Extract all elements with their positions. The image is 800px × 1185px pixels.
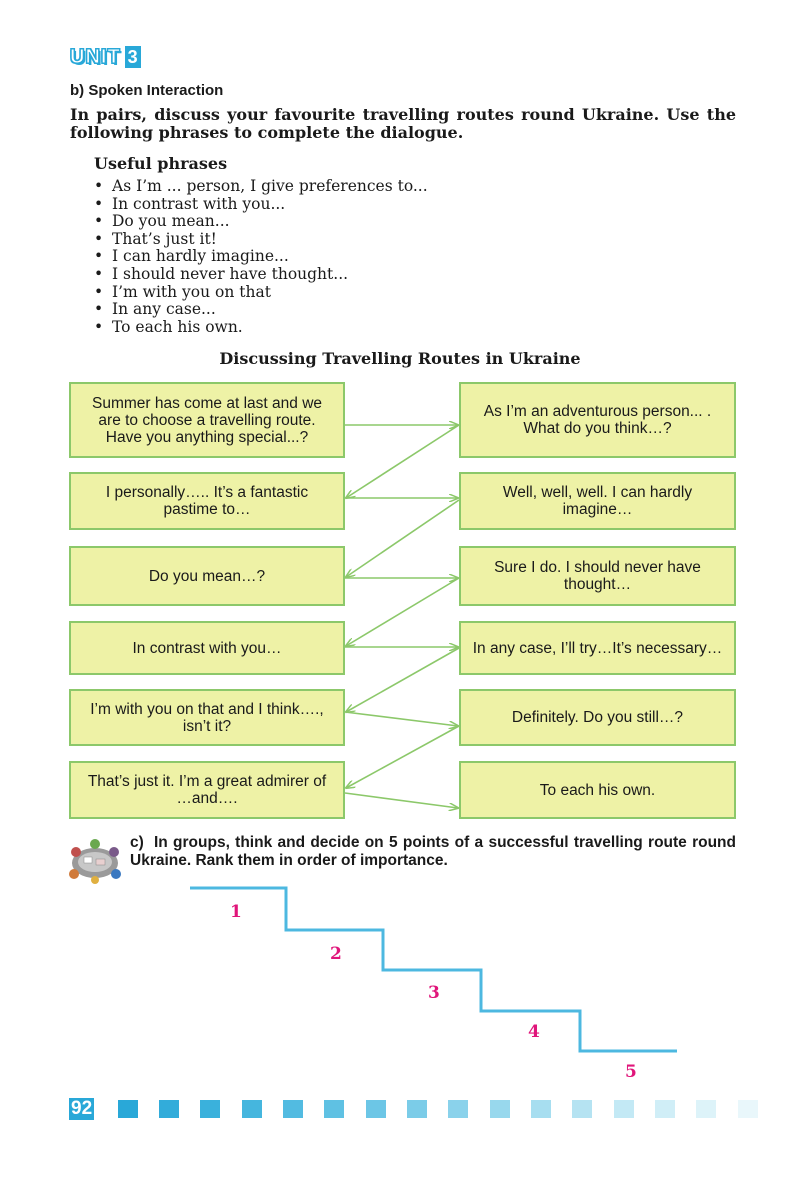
section-c-label: c) xyxy=(130,834,144,851)
right-box-6: To each his own. xyxy=(459,761,736,819)
footer-square xyxy=(490,1100,510,1118)
footer-square xyxy=(159,1100,179,1118)
footer-square xyxy=(655,1100,675,1118)
phrase-item: • As I’m ... person, I give preferences to... xyxy=(94,178,428,196)
footer-square xyxy=(242,1100,262,1118)
useful-phrases-title: Useful phrases xyxy=(94,154,228,173)
left-box-6: That’s just it. I’m a great admirer of …and…. xyxy=(69,761,345,819)
section-c-text: In groups, think and decide on 5 points of a successful travelling route round Ukraine. Rank them in order of importance. xyxy=(130,834,736,869)
footer-square xyxy=(366,1100,386,1118)
left-box-2: I personally….. It’s a fantastic pastime to… xyxy=(69,472,345,530)
footer-square xyxy=(531,1100,551,1118)
right-box-1: As I’m an adventurous person... . What do you think…? xyxy=(459,382,736,458)
diagram-title: Discussing Travelling Routes in Ukraine xyxy=(219,349,581,368)
right-box-4: In any case, I’ll try…It’s necessary… xyxy=(459,621,736,675)
footer-square xyxy=(614,1100,634,1118)
phrase-item: • That’s just it! xyxy=(94,231,428,249)
footer-square xyxy=(448,1100,468,1118)
step-number-2: 2 xyxy=(330,944,342,964)
footer-square xyxy=(283,1100,303,1118)
footer-square xyxy=(738,1100,758,1118)
step-number-5: 5 xyxy=(625,1062,637,1082)
phrase-item: • I can hardly imagine... xyxy=(94,248,428,266)
phrase-item: • Do you mean... xyxy=(94,213,428,231)
footer-square xyxy=(200,1100,220,1118)
footer-square xyxy=(324,1100,344,1118)
right-box-2: Well, well, well. I can hardly imagine… xyxy=(459,472,736,530)
phrase-item: • In any case... xyxy=(94,301,428,319)
step-number-3: 3 xyxy=(428,983,440,1003)
phrase-item: • In contrast with you... xyxy=(94,196,428,214)
footer-square xyxy=(696,1100,716,1118)
right-box-5: Definitely. Do you still…? xyxy=(459,689,736,746)
phrase-item: • I’m with you on that xyxy=(94,284,428,302)
page-number: 92 xyxy=(71,1098,93,1119)
right-box-3: Sure I do. I should never have thought… xyxy=(459,546,736,606)
phrase-item: • To each his own. xyxy=(94,319,428,337)
section-b-instruction: In pairs, discuss your favourite travelling routes round Ukraine. Use the following phrases to complete the dialogue. xyxy=(70,105,736,142)
footer-square xyxy=(118,1100,138,1118)
step-number-1: 1 xyxy=(230,902,242,922)
unit-label: UNIT xyxy=(70,45,121,68)
unit-number: 3 xyxy=(125,46,141,68)
section-b-label: b) Spoken Interaction xyxy=(70,82,224,99)
step-number-4: 4 xyxy=(528,1022,540,1042)
phrase-item: • I should never have thought... xyxy=(94,266,428,284)
left-box-4: In contrast with you… xyxy=(69,621,345,675)
footer-square xyxy=(407,1100,427,1118)
footer-square xyxy=(572,1100,592,1118)
left-box-5: I’m with you on that and I think…., isn’t it? xyxy=(69,689,345,746)
left-box-1: Summer has come at last and we are to choose a travelling route. Have you anything special...? xyxy=(69,382,345,458)
left-box-3: Do you mean…? xyxy=(69,546,345,606)
